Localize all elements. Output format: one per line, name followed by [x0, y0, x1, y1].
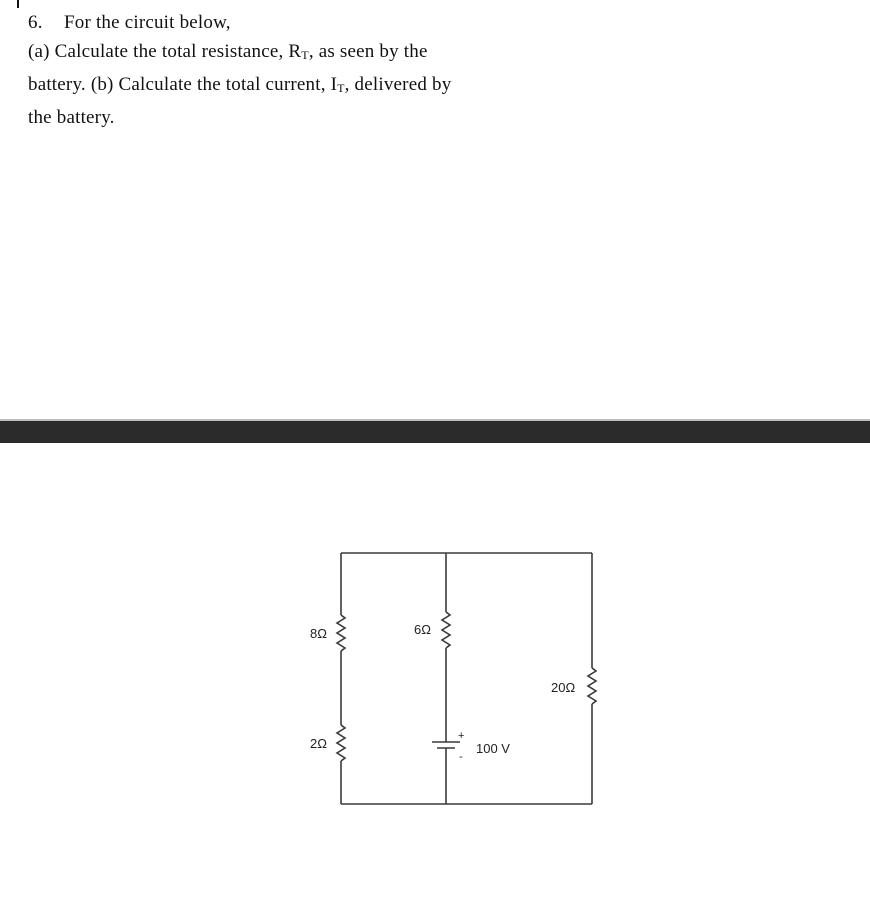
question-line-4: the battery.	[28, 107, 115, 128]
label-2-ohm: 2Ω	[310, 736, 327, 751]
it-subscript: T	[337, 81, 345, 95]
label-20-ohm: 20Ω	[551, 680, 576, 695]
resistor-6-ohm-symbol	[442, 612, 450, 648]
label-battery-voltage: 100 V	[476, 741, 510, 756]
line3-suffix: , delivered by	[344, 74, 452, 95]
line3-prefix: battery. (b) Calculate the total current, I	[28, 74, 338, 95]
label-6-ohm: 6Ω	[414, 622, 431, 637]
resistor-20-ohm-symbol	[588, 668, 596, 704]
resistor-2-ohm-symbol	[337, 725, 345, 761]
part-a-prefix: (a) Calculate the total resistance, R	[28, 41, 302, 62]
label-8-ohm: 8Ω	[310, 626, 327, 641]
resistor-8-ohm-symbol	[337, 615, 345, 651]
question-number: 6.	[28, 12, 43, 33]
part-a-suffix: , as seen by the	[308, 41, 428, 62]
battery-minus-sign: -	[459, 751, 463, 763]
question-intro: For the circuit below,	[64, 12, 231, 33]
rt-subscript: T	[301, 48, 309, 62]
battery-plus-sign: +	[458, 730, 465, 742]
